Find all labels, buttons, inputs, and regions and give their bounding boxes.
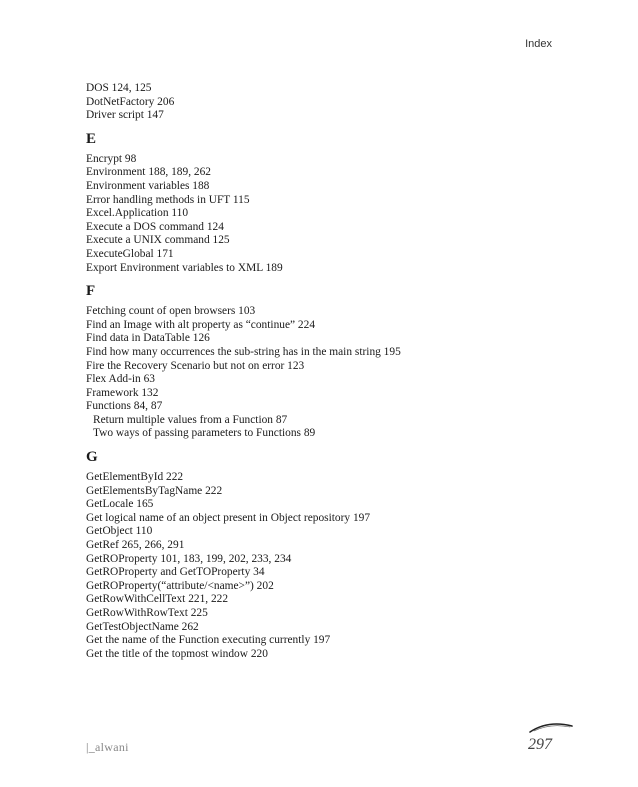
index-entry: Fetching count of open browsers 103: [86, 305, 256, 318]
index-entry: Encrypt 98: [86, 152, 137, 165]
index-entry: Framework 132: [86, 386, 159, 399]
index-entry: Find how many occurrences the sub-string has in the main string 195: [86, 345, 401, 358]
index-entry: GetElementsByTagName 222: [86, 484, 223, 497]
index-entry: DOS 124, 125: [86, 82, 152, 94]
index-entry: Execute a UNIX command 125: [86, 234, 230, 247]
index-entry: GetRowWithRowText 225: [86, 607, 208, 619]
index-entry: GetObject 110: [86, 525, 153, 538]
page-number: 297: [528, 736, 552, 753]
index-entry: Get the title of the topmost window 220: [86, 647, 268, 660]
index-entry: Environment variables 188: [86, 179, 210, 192]
index-entry: Execute a DOS command 124: [86, 220, 224, 233]
index-entry: Find an Image with alt property as “continue” 224: [86, 318, 316, 331]
index-entry: DotNetFactory 206: [86, 95, 175, 108]
index-entry: GetROProperty and GetTOProperty 34: [86, 566, 265, 579]
page-swoosh-ornament: [528, 718, 574, 734]
index-entry: GetROProperty(“attribute/<name>”) 202: [86, 579, 274, 592]
index-letter-heading: G: [86, 449, 98, 466]
index-entry: GetLocale 165: [86, 498, 154, 511]
footer-author-bracket: |_: [86, 740, 96, 754]
index-entry: Find data in DataTable 126: [86, 332, 210, 345]
index-entry: GetTestObjectName 262: [86, 620, 199, 633]
index-entry: Get logical name of an object present in Object repository 197: [86, 511, 371, 524]
index-entry: Functions 84, 87: [86, 400, 163, 413]
index-letter-heading: E: [86, 130, 97, 147]
index-entry: Get the name of the Function executing currently 197: [86, 634, 331, 647]
index-entry: Error handling methods in UFT 115: [86, 193, 250, 206]
index-entry: ExecuteGlobal 171: [86, 247, 174, 260]
index-entry: Export Environment variables to XML 189: [86, 261, 283, 274]
index-entry: GetROProperty 101, 183, 199, 202, 233, 234: [86, 552, 292, 565]
index-entry: Excel.Application 110: [86, 207, 189, 220]
index-entry: Fire the Recovery Scenario but not on error 123: [86, 359, 305, 372]
running-head: Index: [525, 38, 552, 50]
index-subentry: Return multiple values from a Function 87: [93, 413, 288, 426]
index-entry: GetRowWithCellText 221, 222: [86, 593, 229, 606]
index-entry: Flex Add-in 63: [86, 373, 155, 386]
footer-author-name: alwani: [95, 740, 129, 754]
index-letter-heading: F: [86, 283, 96, 300]
footer-author: [86, 740, 129, 755]
index-entry: GetElementById 222: [86, 471, 184, 484]
index-entry: Environment 188, 189, 262: [86, 166, 211, 179]
index-body: [86, 82, 556, 661]
index-entry: Driver script 147: [86, 109, 164, 122]
index-subentry: Two ways of passing parameters to Functions 89: [93, 427, 316, 440]
index-entry: GetRef 265, 266, 291: [86, 539, 185, 552]
